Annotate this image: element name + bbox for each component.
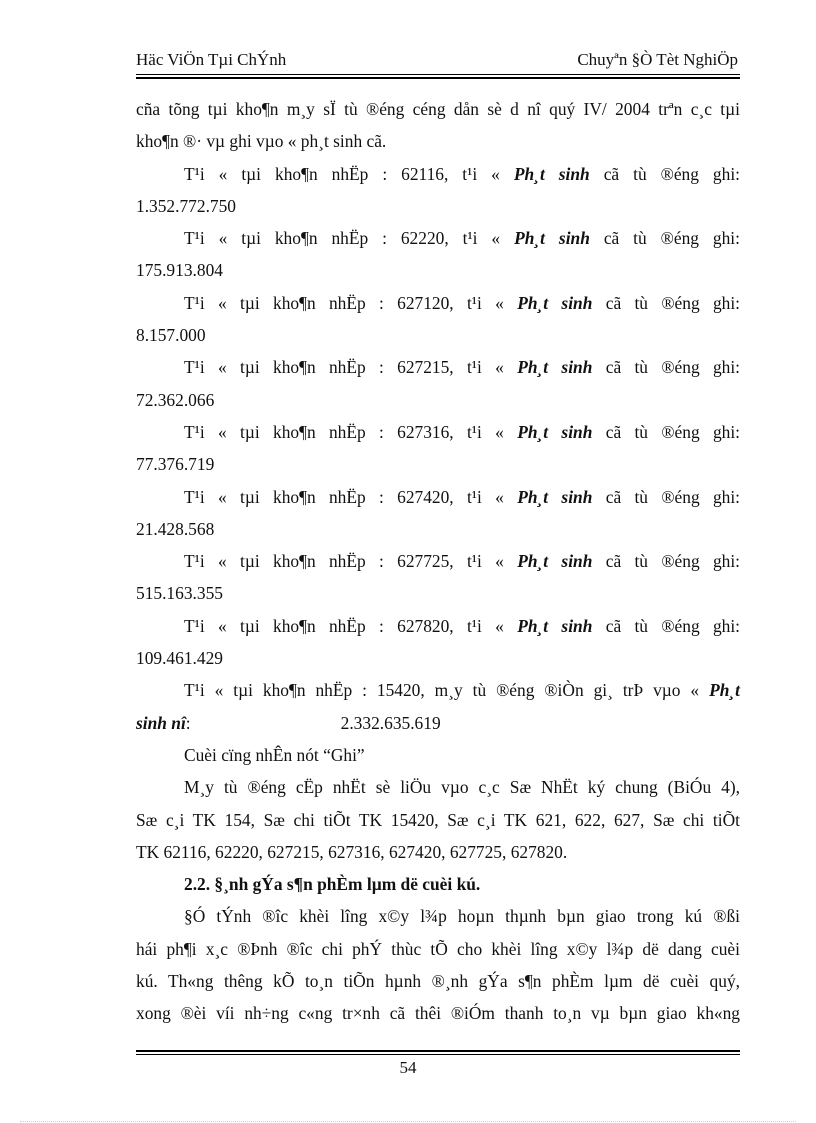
header-title: Chuyªn §Ò Tèt NghiÖp — [577, 50, 738, 69]
entry-suffix: cã tù ®éng ghi: — [605, 551, 741, 572]
entry-value: 1.352.772.750 — [136, 195, 236, 216]
entry-line — [136, 610, 740, 642]
entry-suffix: cã tù ®éng ghi: — [605, 292, 741, 313]
header-rule-thick — [136, 77, 740, 79]
entry-prefix: T¹i « tµi kho¶n nhËp : 627120, t¹i « — [184, 292, 504, 313]
entry-suffix: cã tù ®éng ghi: — [605, 615, 741, 636]
section-line-2: hái ph¶i x¸c ®Þnh ®îc chi phÝ thùc tÕ cho khèi lîng x©y l¾p dë dang cuèi — [136, 938, 740, 959]
footer-rule-thin — [136, 1054, 740, 1055]
last-entry-line-1 — [136, 674, 740, 706]
entry-label: Ph¸t sinh — [517, 615, 593, 636]
entry-suffix: cã tù ®éng ghi: — [603, 163, 740, 184]
entry-prefix: T¹i « tµi kho¶n nhËp : 627420, t¹i « — [184, 486, 504, 507]
intro-line-1: cña tõng tµi kho¶n m¸y sÏ tù ®éng céng dån sè d nî quý IV/ 2004 trªn c¸c tµi — [136, 99, 740, 119]
header-rule-thin — [136, 74, 740, 75]
page-edge — [20, 1121, 796, 1122]
last-entry-value: 2.332.635.619 — [340, 712, 441, 733]
ledger-line-3: TK 62116, 62220, 627215, 627316, 627420, 627725, 627820. — [136, 841, 568, 862]
section-line-3: kú. Th«ng thêng kÕ to¸n tiÕn hµnh ®¸nh gÝa s¶n phÈm lµm dë cuèi quý, — [136, 971, 740, 992]
entry-label: Ph¸t sinh — [517, 551, 593, 572]
section-line-4: xong ®èi víi nh÷ng c«ng tr×nh cã thêi ®iÓm thanh to¸n vµ bµn giao kh«ng — [136, 1003, 740, 1024]
entry-line — [136, 416, 740, 448]
section-heading: 2.2. §¸nh gÝa s¶n phÈm lµm dë cuèi kú. — [184, 874, 481, 895]
final-click-line: Cuèi cïng nhÊn nót “Ghi” — [184, 744, 365, 765]
entry-label: Ph¸t sinh — [514, 228, 590, 249]
entry-value: 175.913.804 — [136, 260, 223, 281]
entry-suffix: cã tù ®éng ghi: — [603, 228, 740, 249]
last-entry-line-2 — [136, 707, 740, 739]
entry-line — [136, 158, 740, 190]
section-line-1: §Ó tÝnh ®îc khèi lîng x©y l¾p hoµn thµnh bµn giao trong kú ®ßi — [184, 906, 740, 927]
entry-line — [136, 222, 740, 254]
entry-suffix: cã tù ®éng ghi: — [605, 486, 741, 507]
intro-line-2: kho¶n ®· vµ ghi vµo « ph¸t sinh cã. — [136, 131, 387, 152]
last-entry-colon: : — [185, 712, 191, 733]
entry-prefix: T¹i « tµi kho¶n nhËp : 627316, t¹i « — [184, 421, 504, 442]
entry-value: 77.376.719 — [136, 454, 215, 475]
entry-label: Ph¸t sinh — [517, 421, 593, 442]
entry-value: 515.163.355 — [136, 583, 223, 604]
page-body — [136, 93, 740, 1030]
last-entry-label-cont: sinh nî — [136, 712, 186, 733]
entry-line — [136, 481, 740, 513]
entry-line — [136, 545, 740, 577]
header-institution: Häc ViÖn Tµi ChÝnh — [136, 50, 287, 69]
entry-suffix: cã tù ®éng ghi: — [605, 357, 741, 378]
entry-prefix: T¹i « tµi kho¶n nhËp : 627725, t¹i « — [184, 551, 504, 572]
last-entry-prefix: T¹i « tµi kho¶n nhËp : 15420, m¸y tù ®éng ®iÒn gi¸ trÞ vµo « — [184, 680, 700, 701]
page-header — [136, 50, 740, 72]
entry-value: 72.362.066 — [136, 389, 215, 410]
entry-label: Ph¸t sinh — [513, 163, 590, 184]
page-number: 54 — [399, 1058, 417, 1077]
ledger-line-1: M¸y tù ®éng cËp nhËt sè liÖu vµo c¸c Sæ NhËt ký chung (BiÓu 4), — [184, 777, 740, 798]
ledger-line-2: Sæ c¸i TK 154, Sæ chi tiÕt TK 15420, Sæ c¸i TK 621, 622, 627, Sæ chi tiÕt — [136, 809, 740, 830]
entry-prefix: T¹i « tµi kho¶n nhËp : 62116, t¹i « — [184, 163, 500, 184]
entry-value: 21.428.568 — [136, 518, 215, 539]
entry-value: 8.157.000 — [136, 325, 206, 346]
entry-label: Ph¸t sinh — [517, 292, 593, 313]
entry-suffix: cã tù ®éng ghi: — [605, 421, 741, 442]
entry-prefix: T¹i « tµi kho¶n nhËp : 62220, t¹i « — [184, 228, 501, 249]
footer-rule-thick — [136, 1050, 740, 1052]
last-entry-label: Ph¸t — [709, 680, 740, 701]
entry-line — [136, 351, 740, 383]
entry-prefix: T¹i « tµi kho¶n nhËp : 627820, t¹i « — [184, 615, 504, 636]
entry-label: Ph¸t sinh — [517, 357, 593, 378]
entry-prefix: T¹i « tµi kho¶n nhËp : 627215, t¹i « — [184, 357, 504, 378]
entry-label: Ph¸t sinh — [517, 486, 593, 507]
entry-line — [136, 287, 740, 319]
entry-value: 109.461.429 — [136, 648, 223, 669]
entry-list — [136, 158, 740, 675]
